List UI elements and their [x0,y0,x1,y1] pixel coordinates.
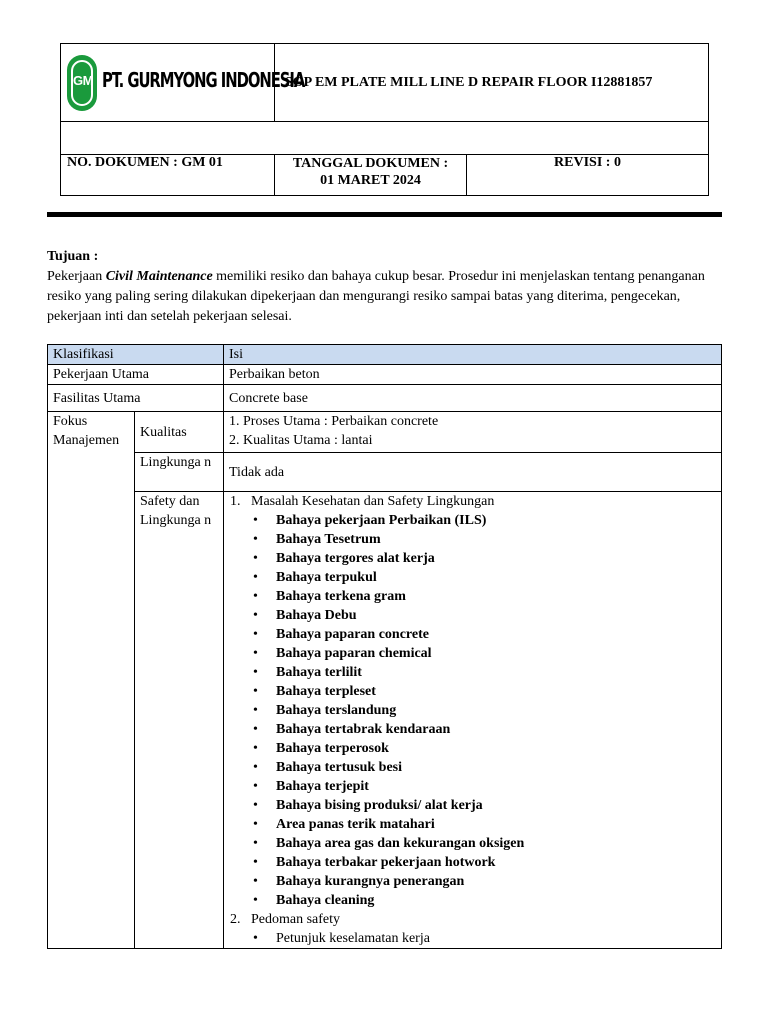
hazard-item-text: Bahaya Tesetrum [276,532,381,547]
document-date [275,155,467,196]
safety-value [224,492,722,949]
hazard-item-text: Bahaya terperosok [276,741,389,756]
revision-number: REVISI : 0 [467,155,709,196]
date-label: TANGGAL DOKUMEN : [292,156,449,171]
hazard-item [229,511,716,530]
safety-label: Safety dan Lingkunga n [135,492,224,949]
blank-row [61,122,709,155]
kualitas-value [224,412,722,453]
hazard-item [229,834,716,853]
hazard-item-text: Bahaya tertusuk besi [276,760,403,775]
document-number: NO. DOKUMEN : GM 01 [61,155,275,196]
header-divider [47,212,722,217]
hazard-item-text: Bahaya area gas dan kekurangan oksigen [276,836,525,851]
hazard-item-text: Bahaya pekerjaan Perbaikan (ILS) [276,513,487,528]
hazard-item-text: Bahaya terslandung [276,703,397,718]
purpose-text-start: Pekerjaan [47,269,106,284]
kualitas-label: Kualitas [135,412,224,453]
document-title: SOP EM PLATE MILL LINE D REPAIR FLOOR I12881857 [275,44,709,122]
hazard-item [229,663,716,682]
hazard-item [229,891,716,910]
hazard-item [229,853,716,872]
hazard-item [229,682,716,701]
purpose-emphasis: Civil Maintenance [105,269,213,284]
lingkungan-label: Lingkunga n [135,453,224,492]
safety-heading: 1. Masalah Kesehatan dan Safety Lingkungan [230,494,495,509]
pedoman-list [229,929,716,948]
hazard-item-text: Bahaya terjepit [276,779,369,794]
pedoman-item-text: Petunjuk keselamatan kerja [276,931,430,946]
hazard-item [229,625,716,644]
hazard-item-text: Bahaya terkena gram [276,589,406,604]
purpose-text-rest: memiliki resiko dan bahaya cukup besar. Prosedur ini menjelaskan tentang penanganan resiko yang paling sering dilakukan dipekerjaan dan mengurangi resiko sampai batas yang diterima, pengecekan, pekerjaan inti dan setelah pekerjaan selesai. [47,269,705,324]
hazard-item [229,777,716,796]
hazard-item [229,758,716,777]
hazard-item-text: Bahaya Debu [276,608,357,623]
hazard-item-text: Bahaya tergores alat kerja [276,551,435,566]
hazard-item-text: Bahaya paparan concrete [276,627,429,642]
hazard-item [229,701,716,720]
hazard-item [229,530,716,549]
company-name: PT. GURMYONG INDONESIA [102,68,305,92]
purpose-text [47,267,727,327]
hazard-item-text: Bahaya kurangnya penerangan [276,874,465,889]
date-value: 01 MARET 2024 [320,173,421,188]
hazard-item [229,606,716,625]
header-isi: Isi [224,345,722,365]
hazard-item [229,549,716,568]
hazard-item-text: Bahaya tertabrak kendaraan [276,722,451,737]
pekerjaan-utama-label: Pekerjaan Utama [48,365,224,385]
hazard-list [229,511,716,910]
fokus-manajemen-label: Fokus Manajemen [48,412,135,949]
logo-cell [61,44,305,122]
hazard-item-text: Bahaya cleaning [276,893,375,908]
hazard-item [229,720,716,739]
lingkungan-value: Tidak ada [224,453,722,492]
kualitas-item-1: 1. Proses Utama : Perbaikan concrete [229,414,439,429]
pekerjaan-utama-value: Perbaikan beton [224,365,722,385]
hazard-item-text: Bahaya terlilit [276,665,362,680]
classification-table [47,344,722,949]
hazard-item-text: Area panas terik matahari [276,817,435,832]
hazard-item [229,644,716,663]
document-header-table [60,43,709,196]
hazard-item-text: Bahaya terpukul [276,570,377,585]
hazard-item-text: Bahaya terbakar pekerjaan hotwork [276,855,496,870]
hazard-item [229,796,716,815]
header-klasifikasi: Klasifikasi [48,345,224,365]
kualitas-item-2: 2. Kualitas Utama : lantai [229,433,373,448]
hazard-item [229,739,716,758]
hazard-item-text: Bahaya paparan chemical [276,646,432,661]
fasilitas-utama-value: Concrete base [224,385,722,412]
fasilitas-utama-label: Fasilitas Utama [48,385,224,412]
logo-mark: GM [73,73,93,88]
hazard-item-text: Bahaya bising produksi/ alat kerja [276,798,483,813]
hazard-item [229,815,716,834]
hazard-item [229,568,716,587]
purpose-heading: Tujuan : [47,249,99,264]
pedoman-heading: 2. Pedoman safety [230,912,341,927]
purpose-section [47,247,727,327]
hazard-item [229,872,716,891]
pedoman-item [229,929,716,948]
company-logo [67,55,305,113]
hazard-item-text: Bahaya terpleset [276,684,376,699]
hazard-item [229,587,716,606]
